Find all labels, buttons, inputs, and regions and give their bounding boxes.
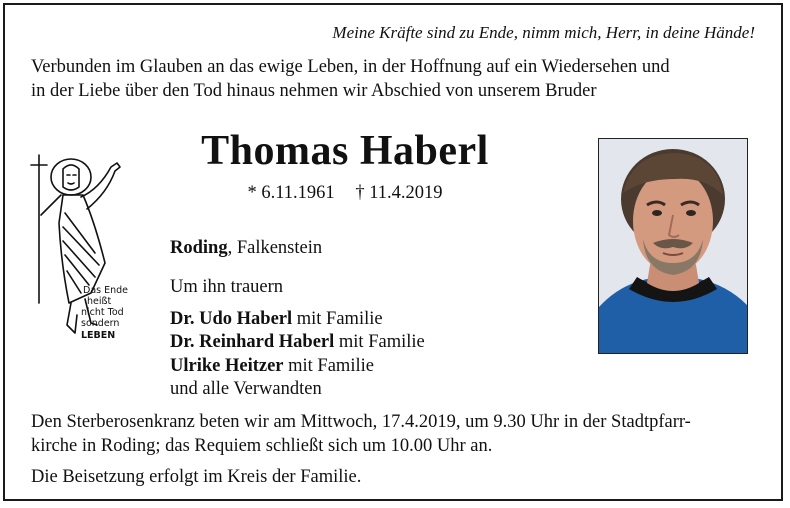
mourner-suffix: mit Familie: [283, 355, 374, 376]
motto: Meine Kräfte sind zu Ende, nimm mich, Herr, in deine Hände!: [332, 23, 755, 42]
place-rest: , Falkenstein: [227, 238, 323, 258]
place-line: [170, 238, 322, 259]
intro-text: [31, 55, 751, 103]
mourners-heading: Um ihn trauern: [170, 277, 284, 297]
birth-date: * 6.11.1961: [247, 183, 335, 203]
burial-text: Die Beisetzung erfolgt im Kreis der Familie.: [31, 467, 362, 487]
inscription-line: sondern: [81, 318, 120, 329]
risen-christ-drawing: [25, 153, 135, 353]
mourner-suffix: mit Familie: [334, 332, 425, 352]
mourner-name: Dr. Reinhard Haberl: [170, 332, 335, 352]
inscription-line: LEBEN: [81, 330, 116, 341]
mourners-block: [170, 276, 425, 402]
mourner-name: Dr. Udo Haberl: [170, 308, 293, 329]
mourner-entry: [170, 308, 425, 332]
inscription-line: nicht Tod: [81, 307, 124, 318]
inscription-line: heißt: [87, 296, 112, 307]
mourners-closing: und alle Verwandten: [170, 379, 322, 399]
death-date: † 11.4.2019: [355, 183, 443, 203]
intro-line: in der Liebe über den Tod hinaus nehmen wir Abschied von unserem Bruder: [31, 81, 597, 101]
mourner-entry: [170, 355, 425, 379]
intro-line: Verbunden im Glauben an das ewige Leben, in der Hoffnung auf ein Wiedersehen und: [31, 57, 670, 77]
life-dates: [165, 183, 525, 204]
service-text: [31, 410, 761, 458]
mourner-name: Ulrike Heitzer: [170, 355, 284, 376]
obituary-card: [3, 3, 783, 501]
deceased-name: Thomas Haberl: [201, 128, 489, 174]
service-line: Den Sterberosenkranz beten wir am Mittwoch, 17.4.2019, um 9.30 Uhr in der Stadtpfarr-: [31, 412, 691, 432]
inscription-line: Das Ende: [83, 285, 129, 296]
town: Roding: [170, 238, 228, 258]
portrait-illustration: [599, 139, 747, 353]
mourner-entry: [170, 331, 425, 355]
mourner-suffix: mit Familie: [292, 308, 383, 329]
portrait-photo: [598, 138, 748, 354]
service-line: kirche in Roding; das Requiem schließt sich um 10.00 Uhr an.: [31, 436, 493, 456]
